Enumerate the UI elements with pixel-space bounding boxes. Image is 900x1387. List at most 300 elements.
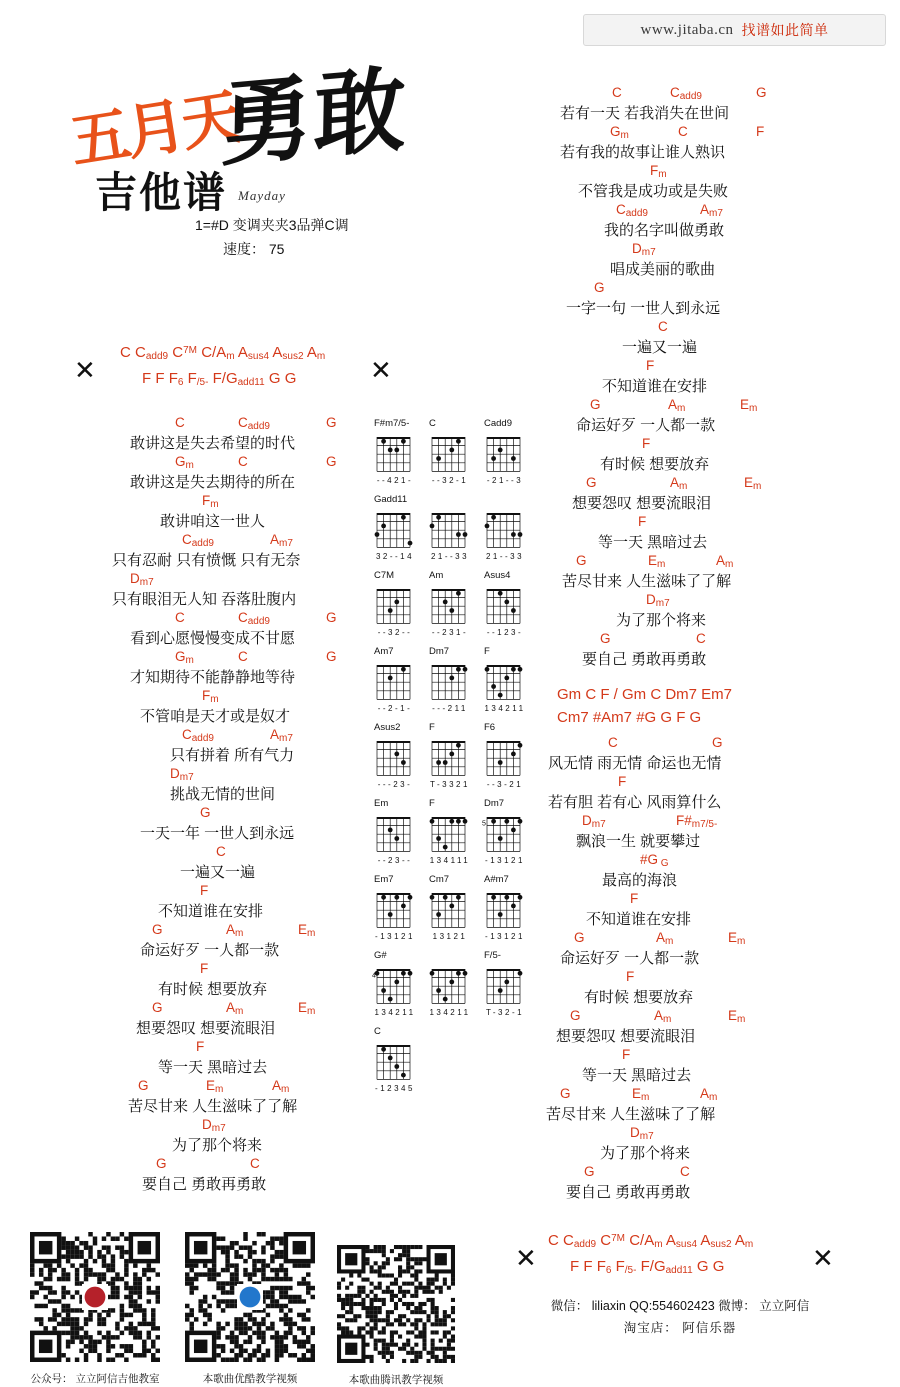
lyric-text: [560, 219, 840, 241]
lyric-text: [112, 588, 370, 610]
chord-symbol: F: [638, 514, 647, 529]
lyric-row: [130, 883, 370, 922]
chord-diagram-name: [427, 494, 473, 506]
lyric-text-span: 一遍又一遍: [622, 339, 698, 356]
chord-line: [560, 436, 840, 453]
chord-diagram-grid-svg: [372, 658, 418, 704]
lyric-text: [130, 978, 370, 1000]
chord-symbol: G: [600, 631, 611, 646]
lyric-text-span: 风无情 雨无情 命运也无情: [548, 755, 722, 772]
chord-symbol: C: [680, 1164, 690, 1179]
lyric-text: [560, 609, 840, 631]
chord-line: [548, 1047, 848, 1064]
chord-symbol: G: [326, 610, 337, 625]
outro-chord-block: [548, 1228, 848, 1282]
chord-symbol: G: [594, 280, 605, 295]
lyric-row: [130, 1078, 370, 1117]
chord-line: [548, 1125, 848, 1142]
lyric-text-span: 一字一句 一世人到永远: [566, 300, 721, 317]
lyric-row: [548, 735, 848, 774]
chord-line: [130, 688, 370, 705]
chord-diagram: [482, 570, 528, 639]
lyric-text-span: 若有一天 若我消失在世间: [560, 105, 730, 122]
chord-line: [130, 766, 370, 783]
lyric-text: [548, 947, 848, 969]
chord-symbol: F: [756, 124, 765, 139]
chord-diagram-grid-svg: [482, 658, 528, 704]
chord-symbol: $A_m$: [226, 922, 244, 939]
chord-diagram: [482, 494, 528, 563]
lyric-row: [560, 397, 840, 436]
lyric-row: [130, 766, 370, 805]
chord-line: [560, 163, 840, 180]
lyric-text-span: 不知道谁在安排: [586, 911, 692, 928]
lyric-row: [130, 1156, 370, 1195]
chord-line: [560, 358, 840, 375]
chord-diagram: [372, 1026, 418, 1095]
lyric-text-span: 为了那个将来: [172, 1137, 263, 1154]
chord-line: [560, 397, 840, 414]
lyric-row: [130, 922, 370, 961]
chord-line: [560, 592, 840, 609]
watermark-tagline: 找谱如此简单: [741, 22, 829, 38]
chord-symbol: C: [120, 344, 131, 361]
chord-line: [130, 1117, 370, 1134]
lyric-text-span: 苦尽甘来 人生滋味了了解: [546, 1106, 716, 1123]
chord-line: [560, 124, 840, 141]
chord-symbol: $A_m$: [226, 1000, 244, 1017]
lyric-text-span: 命运好歹 一人都一款: [560, 950, 700, 967]
lyric-row: [560, 163, 840, 202]
lyric-text: [130, 1095, 370, 1117]
chord-symbol: $F_m$: [650, 163, 667, 180]
lyrics-column-left: [112, 415, 370, 1195]
chord-symbol: C: [175, 610, 185, 625]
chord-line: [130, 1078, 370, 1095]
chord-symbol: $C_{add9}$: [238, 610, 270, 627]
lyric-row: [560, 436, 840, 475]
chord-line: [560, 280, 840, 297]
chord-symbol: $F/G_{add11}$: [640, 1258, 693, 1276]
lyric-row: [130, 610, 370, 649]
chord-line: [548, 813, 848, 830]
chord-diagram: [372, 722, 418, 791]
chord-diagram-fingering: -13121: [485, 932, 525, 941]
chord-diagram-name: C: [374, 1026, 381, 1037]
lyric-text: [130, 1173, 370, 1195]
chord-symbol: $F_m$: [202, 688, 219, 705]
chord-symbol: G: [712, 735, 723, 750]
chord-diagram-name: Asus4: [484, 570, 511, 581]
chord-diagram-name: Cm7: [429, 874, 450, 885]
chord-symbol: $F_6$: [168, 370, 184, 388]
chord-diagram-name: Asus2: [374, 722, 401, 733]
chord-diagram-grid-svg: [372, 886, 418, 932]
chord-diagram-fingering: -13121: [485, 856, 525, 865]
chord-diagram: [427, 570, 473, 639]
chord-symbol: F: [155, 370, 165, 387]
chord-symbol: $D_{m7}$: [646, 592, 670, 609]
lyric-text-span: 唱成美丽的歌曲: [610, 261, 716, 278]
lyric-text: [130, 666, 370, 688]
lyric-text-span: 等一天 黑暗过去: [582, 1067, 692, 1084]
chord-diagram: [482, 798, 528, 867]
chord-symbol: C: [678, 124, 688, 139]
chord-diagram-name: F#m7/5-: [374, 418, 410, 429]
lyric-text-span: 最高的海浪: [602, 872, 678, 889]
lyric-row: [560, 85, 840, 124]
lyric-row: [548, 969, 848, 1008]
chord-symbol: $C_{add9}$: [616, 202, 648, 219]
qr-youku-caption: 本歌曲优酷教学视频: [202, 1373, 298, 1385]
chord-symbol: $C_{add9}$: [563, 1232, 597, 1250]
lyric-text-span: 不知道谁在安排: [602, 378, 708, 395]
chord-symbol: $A_m$: [668, 397, 686, 414]
chord-line: [130, 493, 370, 510]
chord-symbol: F: [622, 1047, 631, 1062]
chord-symbol: G: [200, 805, 211, 820]
chord-symbol: G: [284, 370, 297, 387]
chord-symbol: G: [152, 1000, 163, 1015]
lyric-text: [560, 180, 840, 202]
chord-symbol: C: [548, 1232, 559, 1249]
chord-line: [130, 727, 370, 744]
lyric-row: [130, 493, 370, 532]
chord-line: [130, 1156, 370, 1173]
lyric-text-span: 想要怨叹 想要流眼泪: [556, 1028, 696, 1045]
chord-line: [130, 415, 370, 432]
chord-symbol: $A_m$: [700, 1086, 718, 1103]
chord-symbol: $D_{m7}$: [202, 1117, 226, 1134]
chord-diagram-fingering: --421-: [376, 476, 414, 485]
lyric-text: [548, 830, 848, 852]
chord-line: [560, 514, 840, 531]
lyric-text: [548, 1064, 848, 1086]
chord-symbol: C: [238, 649, 248, 664]
chord-line: [560, 553, 840, 570]
chord-line: [560, 631, 840, 648]
lyric-text: [560, 492, 840, 514]
chord-symbol: G: [586, 475, 597, 490]
lyric-row: [560, 631, 840, 670]
chord-line: [548, 930, 848, 947]
chord-diagram-fingering: 21--33: [430, 552, 470, 561]
lyric-row: [130, 961, 370, 1000]
qr-youku[interactable]: [185, 1232, 315, 1386]
chord-line: [560, 241, 840, 258]
lyrics-column-right-bottom: [548, 735, 848, 1203]
lyric-text-span: 想要怨叹 想要流眼泪: [572, 495, 712, 512]
chord-diagram-fingering: --2-1-: [377, 704, 413, 713]
lyric-text-span: 想要怨叹 想要流眼泪: [136, 1020, 276, 1037]
chord-diagram-grid-svg: [427, 734, 473, 780]
chord-diagram-fingering: -13121: [375, 932, 415, 941]
chord-symbol: C: [238, 454, 248, 469]
chord-diagram-name: Am: [429, 570, 444, 581]
lyric-text-span: 有时候 想要放弃: [158, 981, 268, 998]
chord-diagram-fingering: --231-: [431, 628, 469, 637]
bridge-chord-block: [557, 683, 732, 729]
chord-diagram-grid-svg: [427, 582, 473, 628]
lyric-text-span: 只有眼泪无人知 吞落肚腹内: [112, 591, 297, 608]
chord-line: [548, 852, 848, 869]
lyric-row: [548, 1125, 848, 1164]
signature: Mayday: [238, 188, 286, 203]
outro-x-right-icon: ✕: [812, 1243, 834, 1273]
chord-symbol: F: [642, 436, 651, 451]
chord-symbol: G: [696, 1258, 709, 1275]
chord-symbol: G: [326, 415, 337, 430]
lyric-text: [112, 549, 370, 571]
lyric-row: [548, 813, 848, 852]
lyric-text: [560, 102, 840, 124]
lyric-text: [548, 1025, 848, 1047]
chord-symbol: $A_m$: [716, 553, 734, 570]
chord-diagram-fingering: ---211: [432, 704, 468, 713]
lyric-row: [548, 852, 848, 891]
chord-diagram: [427, 494, 473, 563]
chord-symbol: F: [142, 370, 152, 387]
lyric-text-span: 有时候 想要放弃: [584, 989, 694, 1006]
chord-symbol: G: [560, 1086, 571, 1101]
chord-symbol: G: [152, 922, 163, 937]
chord-line: [130, 883, 370, 900]
watermark-bar: [583, 14, 886, 46]
chord-line: [560, 202, 840, 219]
lyric-text-span: 一遍又一遍: [180, 864, 256, 881]
chord-symbol: $A_{sus4}$: [665, 1232, 698, 1250]
chord-diagram-grid: [372, 418, 532, 1102]
chord-diagram-name: Gadd11: [374, 494, 408, 505]
chord-diagram: [482, 418, 528, 487]
chord-diagram-grid-svg: [427, 506, 473, 552]
lyric-row: [560, 241, 840, 280]
chord-diagram: [372, 798, 418, 867]
lyric-row: [130, 649, 370, 688]
chord-diagram-grid-svg: [372, 430, 418, 476]
chord-diagram-fingering: 13121: [432, 932, 468, 941]
chord-symbol: $C_{add9}$: [238, 415, 270, 432]
lyric-text-span: 若有我的故事让谁人熟识: [560, 144, 726, 161]
chord-symbol: $E_m$: [632, 1086, 650, 1103]
chord-symbol: F: [200, 883, 209, 898]
chord-line: [548, 1164, 848, 1181]
lyric-text: [130, 627, 370, 649]
contact-line-2: 淘宝店： 阿信乐器: [623, 1321, 737, 1335]
intro-chord-block: [120, 340, 450, 394]
qr-wechat[interactable]: [30, 1232, 160, 1386]
lyric-text: [130, 939, 370, 961]
chord-line: [130, 922, 370, 939]
chord-symbol: G: [590, 397, 601, 412]
lyric-text: [130, 705, 370, 727]
lyric-text-span: 敢讲咱这一世人: [160, 513, 266, 530]
chord-diagram-name: Dm7: [429, 646, 450, 657]
chord-symbol: G: [576, 553, 587, 568]
watermark-url: www.jitaba.cn: [640, 21, 734, 38]
chord-diagram-grid-svg: [372, 734, 418, 780]
chord-symbol: $C/A_m$: [201, 344, 235, 362]
chord-symbol: G: [712, 1258, 725, 1275]
lyric-row: [112, 532, 370, 571]
chord-symbol: F: [630, 891, 639, 906]
chord-diagram-name: F: [484, 646, 490, 657]
chord-symbol: $C/A_m$: [629, 1232, 663, 1250]
lyric-row: [130, 688, 370, 727]
lyric-text: [548, 869, 848, 891]
chord-symbol: $F_6$: [596, 1258, 612, 1276]
chord-symbol: $C^{7M}$: [172, 344, 198, 361]
lyric-row: [560, 514, 840, 553]
chord-line: [130, 454, 370, 471]
chord-symbol: $A_{sus4}$: [237, 344, 270, 362]
chord-diagram-row: [372, 798, 532, 867]
chord-symbol: $F\#_{m7/5-}$: [676, 813, 718, 830]
chord-diagram-name: C: [429, 418, 436, 429]
chord-line: [548, 735, 848, 752]
lyric-text-span: 要自己 勇敢再勇敢: [582, 651, 707, 668]
lyric-text-span: 敢讲这是失去希望的时代: [130, 435, 296, 452]
chord-diagram-grid-svg: [427, 430, 473, 476]
chord-diagram: [482, 646, 528, 715]
chord-diagram-fingering: --32-1: [431, 476, 469, 485]
chord-diagram: [427, 874, 473, 943]
chord-diagram-name: F/5-: [484, 950, 501, 961]
lyric-row: [560, 592, 840, 631]
chord-diagram: [372, 950, 418, 1019]
chord-diagram-name: F: [429, 798, 435, 809]
intro-chord-line-2: [142, 368, 450, 394]
chord-diagram: [427, 722, 473, 791]
chord-diagram-grid-svg: [427, 886, 473, 932]
chord-symbol: C: [658, 319, 668, 334]
lyric-row: [548, 1008, 848, 1047]
chord-symbol: F: [646, 358, 655, 373]
chord-line: [560, 475, 840, 492]
chord-symbol: $A_{m7}$: [700, 202, 723, 219]
chord-diagram-grid-svg: [427, 962, 473, 1008]
lyric-text-span: 等一天 黑暗过去: [598, 534, 708, 551]
lyric-text-span: 挑战无情的世间: [170, 786, 276, 803]
chord-symbol: $A_{m7}$: [270, 727, 293, 744]
chord-symbol: $E_m$: [298, 1000, 316, 1017]
lyric-row: [130, 1039, 370, 1078]
chord-diagram-name: Em: [374, 798, 389, 809]
chord-diagram-name: A#m7: [484, 874, 509, 885]
chord-diagram-grid-svg: [372, 506, 418, 552]
chord-diagram-fingering: 134211: [374, 1008, 416, 1017]
chord-symbol: $C_{add9}$: [135, 344, 169, 362]
chord-diagram-name: C7M: [374, 570, 395, 581]
chord-diagram-name: Cadd9: [484, 418, 512, 429]
chord-diagram: [482, 874, 528, 943]
chord-symbol: $C_{add9}$: [670, 85, 702, 102]
chord-symbol: $E_m$: [728, 930, 746, 947]
chord-line: [130, 649, 370, 666]
lyric-text: [560, 375, 840, 397]
chord-diagram: [427, 646, 473, 715]
chord-symbol: C: [612, 85, 622, 100]
chord-line: [560, 85, 840, 102]
lyric-text: [548, 1181, 848, 1203]
lyric-text: [130, 861, 370, 883]
lyrics-column-right-top: [560, 85, 840, 670]
lyric-text: [130, 432, 370, 454]
lyric-text-span: 命运好歹 一人都一款: [140, 942, 280, 959]
chord-symbol: $F_m$: [202, 493, 219, 510]
chord-diagram-grid-svg: [482, 810, 528, 856]
lyric-row: [560, 280, 840, 319]
band-name-brush: 五月天: [65, 84, 243, 176]
qr-tencent[interactable]: [337, 1245, 455, 1387]
lyric-text-span: 为了那个将来: [616, 612, 707, 629]
lyric-row: [548, 1086, 848, 1125]
chord-diagram-fingering: T-32-1: [485, 1008, 525, 1017]
chord-symbol: $F/G_{add11}$: [212, 370, 265, 388]
chord-diagram-grid-svg: [372, 962, 418, 1008]
chord-symbol: F: [626, 969, 635, 984]
chord-symbol: C: [608, 735, 618, 750]
chord-symbol: $A_m$: [656, 930, 674, 947]
lyric-text-span: 若有胆 若有心 风雨算什么: [548, 794, 722, 811]
chord-symbol: $E_m$: [298, 922, 316, 939]
bridge-chord-line-1: Gm C F / Gm C Dm7 Em7: [557, 686, 733, 703]
chord-diagram-fingering: 134211: [484, 704, 526, 713]
chord-diagram-row: [372, 570, 532, 639]
chord-diagram-fingering: -21--3: [486, 476, 524, 485]
repeat-x-right-icon: ✕: [370, 355, 392, 385]
chord-diagram: [482, 722, 528, 791]
lyric-text: [560, 531, 840, 553]
qr-wechat-caption: 公众号： 立立阿信吉他教室: [30, 1373, 160, 1385]
chord-diagram-row: [372, 722, 532, 791]
chord-diagram-grid-svg: [482, 506, 528, 552]
chord-diagram: [427, 798, 473, 867]
lyric-text-span: 不管我是成功或是失败: [578, 183, 729, 200]
lyric-row: [560, 475, 840, 514]
chord-diagram-row: [372, 950, 532, 1019]
lyric-text-span: 要自己 勇敢再勇敢: [142, 1176, 267, 1193]
chord-symbol: C: [175, 415, 185, 430]
lyric-row: [130, 844, 370, 883]
chord-symbol: $G_m$: [175, 649, 194, 666]
chord-diagram: [372, 646, 418, 715]
chord-symbol: G: [756, 85, 767, 100]
chord-diagram-name: Am7: [374, 646, 394, 657]
chord-symbol: F: [200, 961, 209, 976]
lyric-row: [130, 805, 370, 844]
svg-text:5: 5: [482, 820, 486, 828]
chord-symbol: C: [216, 844, 226, 859]
contact-line-1: 微信： liliaxin QQ:554602423 微博： 立立阿信: [550, 1299, 810, 1313]
lyric-row: [560, 358, 840, 397]
chord-symbol: $G_m$: [610, 124, 629, 141]
chord-diagram-name: [427, 950, 473, 962]
lyric-text-span: 才知期待不能静静地等待: [130, 669, 296, 686]
outro-chord-line-2: [570, 1256, 848, 1282]
chord-diagram-fingering: --3-21: [486, 780, 524, 789]
chord-diagram-fingering: T-3321: [430, 780, 470, 789]
chord-symbol: G: [326, 649, 337, 664]
lyric-row: [548, 1047, 848, 1086]
lyric-text: [560, 141, 840, 163]
chord-diagram-fingering: ---23-: [377, 780, 413, 789]
lyric-row: [130, 1000, 370, 1039]
chord-diagram-row: [372, 874, 532, 943]
contact-block: [480, 1295, 880, 1339]
lyric-text-span: 要自己 勇敢再勇敢: [566, 1184, 691, 1201]
chord-symbol: $E_m$: [740, 397, 758, 414]
